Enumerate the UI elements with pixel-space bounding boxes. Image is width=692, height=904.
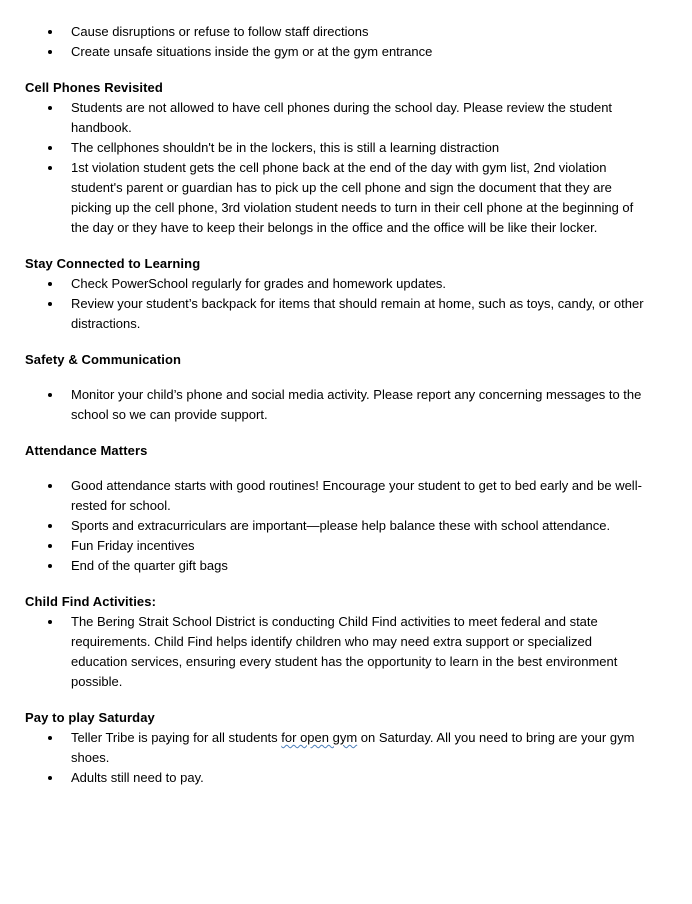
section-pay-to-play-saturday [0,708,692,788]
list-item: Adults still need to pay. [0,768,692,788]
list-item: Sports and extracurriculars are important—please help balance these with school attendance. [0,516,692,536]
section-heading: Child Find Activities: [25,594,157,609]
list-item: Review your student’s backpack for items that should remain at home, such as toys, candy, or other distractions. [0,294,692,334]
section-heading: Attendance Matters [25,443,148,458]
text-prefix: Teller Tribe is paying for all students [71,730,282,745]
list-item: Monitor your child’s phone and social media activity. Please report any concerning messages to the school so we can provide support. [0,385,692,425]
section-cell-phones-revisited [0,78,692,238]
section-heading: Stay Connected to Learning [25,256,201,271]
list-item: End of the quarter gift bags [0,556,692,576]
list-item: Check PowerSchool regularly for grades and homework updates. [0,274,692,294]
list-item: Create unsafe situations inside the gym or at the gym entrance [0,42,692,62]
list-item-with-spellcheck [0,728,692,768]
list-item: Fun Friday incentives [0,536,692,556]
section-bullet-list [0,728,692,788]
list-item: 1st violation student gets the cell phone back at the end of the day with gym list, 2nd violation student's parent or guardian has to pick up the cell phone and sign the document that they are picking up the cell phone, 3rd violation student needs to turn in their cell phone at the beginning of the day or they have to keep their belongs in the office and the office will be like their locker. [0,158,692,238]
section-heading: Cell Phones Revisited [25,80,163,95]
list-item: Students are not allowed to have cell phones during the school day. Please review the student handbook. [0,98,692,138]
list-item: Good attendance starts with good routines! Encourage your student to get to bed early and be well-rested for school. [0,476,692,516]
list-item: Cause disruptions or refuse to follow staff directions [0,22,692,42]
section-bullet-list [0,385,692,425]
text-suffix: on Saturday. All you need to bring are your gym shoes. [71,730,635,765]
section-bullet-list [0,612,692,692]
list-item: The cellphones shouldn't be in the lockers, this is still a learning distraction [0,138,692,158]
section-attendance-matters [0,441,692,576]
section-bullet-list [0,98,692,238]
section-bullet-list [0,274,692,334]
section-heading: Pay to play Saturday [25,710,155,725]
section-safety-and-communication [0,350,692,425]
section-child-find-activities [0,592,692,692]
list-item: The Bering Strait School District is conducting Child Find activities to meet federal and state requirements. Child Find helps identify children who may need extra support or specialized education services, ensuring every student has the opportunity to learn in the best environment possible. [0,612,692,692]
continued-bullet-list [0,22,692,62]
section-stay-connected-to-learning [0,254,692,334]
spellcheck-misspelled-text[interactable]: for open gym [281,730,358,745]
section-bullet-list [0,476,692,576]
section-heading: Safety & Communication [25,352,182,367]
